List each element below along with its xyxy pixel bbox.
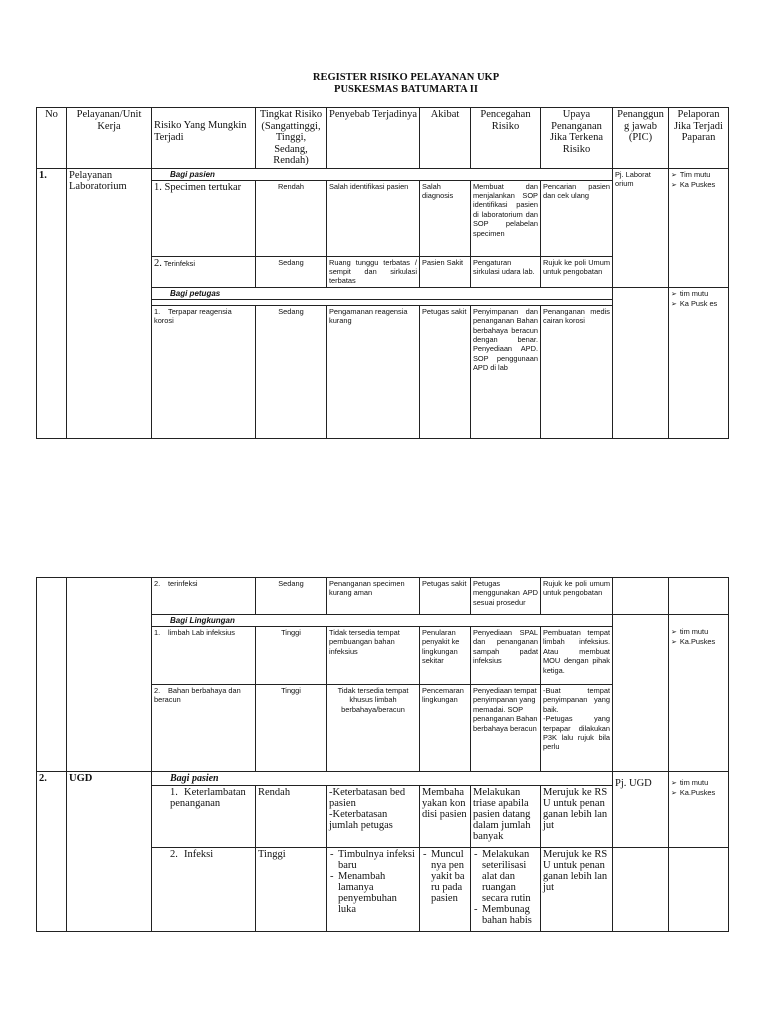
lab-r3-risiko-text: Terpapar reagensia korosi — [154, 306, 232, 326]
header-risiko: Risiko Yang Mungkin Terjadi — [152, 108, 256, 169]
lab-r1-lapor2: ➢ Ka Puskes — [671, 180, 726, 190]
lab-r1-pelaporan — [669, 168, 729, 287]
ugd-r1-lapor1: ➢ tim mutu — [671, 778, 726, 788]
lab-r3-risiko — [152, 305, 256, 438]
lab-r5-pic — [613, 615, 669, 772]
lab-cont-unit — [67, 578, 152, 772]
header-akibat: Akibat — [420, 108, 471, 169]
lab-r5-num: 1. — [154, 628, 161, 637]
header-upaya: Upaya Penanganan Jika Terkena Risiko — [541, 108, 613, 169]
ugd-r2-tingkat: Tinggi — [256, 848, 327, 932]
lab-pic: Pj. Laborat orium — [613, 168, 669, 287]
lab-r5-pencegahan: Penyediaan SPAL dan penanganan sampah padat infeksius — [471, 627, 541, 685]
ugd-r2-pencegahan2: - Membunag bahan habis — [482, 904, 538, 926]
lab-r3-tingkat: Sedang — [256, 305, 327, 438]
lab-r1-tingkat: Rendah — [256, 180, 327, 256]
lab-r6-pencegahan: Penyediaan tempat penyimpanan yang memadai. SOP penanganan Bahan berbahaya beracun — [471, 685, 541, 772]
lab-bagi-lingkungan: Bagi Lingkungan — [152, 615, 613, 627]
lab-r4-risiko — [152, 578, 256, 615]
lab-r1-pencegahan: Membuat dan menjalankan SOP identifikasi pasien di laboratorium dan SOP pelabelan specimen — [471, 180, 541, 256]
lab-r4-penyebab: Penanganan specimen kurang aman — [327, 578, 420, 615]
lab-subheader-pasien-row — [37, 168, 729, 180]
header-pelaporan: Pelaporan Jika Terjadi Paparan — [669, 108, 729, 169]
ugd-unit: UGD — [67, 772, 152, 932]
ugd-subheader-pasien-row — [37, 772, 729, 786]
ugd-r2-num: 2. — [170, 849, 178, 860]
header-unit: Pelayanan/Unit Kerja — [67, 108, 152, 169]
lab-r1-risiko: 1. Specimen tertukar — [152, 180, 256, 256]
lab-r6-tingkat: Tinggi — [256, 685, 327, 772]
lab-r3-pencegahan: Penyimpanan dan penanganan Bahan berbahaya beracun dengan benar. Penyediaan APD. SOP penggunaan APD di lab — [471, 305, 541, 438]
lab-r5-tingkat: Tinggi — [256, 627, 327, 685]
lab-r2-akibat: Pasien Sakit — [420, 256, 471, 287]
lab-r6-upaya2: -Petugas yang terpapar dilakukan P3K lalu rujuk bila perlu — [543, 714, 610, 752]
lab-cont-no — [37, 578, 67, 772]
header-row — [37, 108, 729, 169]
lab-unit: Pelayanan Laboratorium — [67, 168, 152, 438]
lab-r2-num: 2. — [154, 257, 162, 269]
lab-r4-pelaporan — [669, 578, 729, 615]
ugd-r1-penyebab1: -Keterbatasan bed pasien — [329, 787, 406, 809]
lab-r1-penyebab: Salah identifikasi pasien — [327, 180, 420, 256]
ugd-r1-tingkat: Rendah — [256, 786, 327, 848]
ugd-r2-pelaporan — [669, 848, 729, 932]
lab-r1-lapor1: ➢ Tim mutu — [671, 170, 726, 180]
lab-r3-pelaporan — [669, 287, 729, 438]
lab-r5-upaya: Pembuatan tempat limbah infeksius. Atau membuat MOU dengan pihak ketiga. — [541, 627, 613, 685]
document-title-line2: PUSKESMAS BATUMARTA II — [334, 84, 478, 95]
lab-r4-risiko-text: terinfeksi — [168, 579, 198, 588]
lab-r3-lapor1: ➢ tim mutu — [671, 289, 726, 299]
lab-r2-upaya: Rujuk ke poli Umum untuk pengobatan — [541, 256, 613, 287]
risk-register-table-part1 — [36, 107, 729, 439]
ugd-pic: Pj. UGD — [613, 772, 669, 848]
ugd-r2-risiko — [152, 848, 256, 932]
ugd-r1-lapor2: ➢ Ka.Puskes — [671, 788, 726, 798]
lab-r5-risiko-text: limbah Lab infeksius — [168, 628, 235, 637]
lab-r6-penyebab: Tidak tersedia tempat khusus limbah berbahaya/beracun — [327, 685, 420, 772]
header-penyebab: Penyebab Terjadinya — [327, 108, 420, 169]
lab-bagi-pasien: Bagi pasien — [152, 168, 613, 180]
lab-r3-lapor2: ➢ Ka Pusk es — [671, 299, 726, 309]
ugd-bagi-pasien: Bagi pasien — [152, 772, 613, 786]
header-pencegahan: Pencegahan Risiko — [471, 108, 541, 169]
ugd-r2-penyebab1: - Timbulnya infeksi baru — [338, 849, 417, 871]
lab-r5-akibat: Penularan penyakit ke lingkungan sekitar — [420, 627, 471, 685]
lab-r2-penyebab: Ruang tunggu terbatas / sempit dan sirkulasi terbatas — [327, 256, 420, 287]
lab-r2-pencegahan: Pengaturan sirkulasi udara lab. — [471, 256, 541, 287]
ugd-r1-upaya: Merujuk ke RSU untuk penanganan lebih lanjut — [541, 786, 613, 848]
header-pic: Penanggung jawab (PIC) — [613, 108, 669, 169]
lab-r5-lapor2: ➢ Ka.Puskes — [671, 637, 726, 647]
lab-r4-num: 2. — [154, 579, 161, 588]
lab-r3-num: 1. — [154, 306, 161, 316]
lab-r3-upaya: Penanganan medis cairan korosi — [541, 305, 613, 438]
lab-r5-lapor1: ➢ tim mutu — [671, 627, 726, 637]
lab-r5-risiko — [152, 627, 256, 685]
lab-no: 1. — [37, 168, 67, 438]
lab-r4-akibat: Petugas sakit — [420, 578, 471, 615]
lab-r1-akibat: Salah diagnosis — [420, 180, 471, 256]
lab-r2-risiko — [152, 256, 256, 287]
header-tingkat: Tingkat Risiko (Sangattinggi, Tinggi, Sedang, Rendah) — [256, 108, 327, 169]
ugd-r2-akibat — [420, 848, 471, 932]
ugd-r2-akibat-text: - Munculnya penyakit baru pada pasien — [431, 849, 468, 904]
lab-r4-upaya: Rujuk ke poli umum untuk pengobatan — [541, 578, 613, 615]
lab-bagi-petugas: Bagi petugas — [152, 287, 613, 299]
ugd-r1-akibat: Membahayakan kondisi pasien — [420, 786, 471, 848]
ugd-r1-num: 1. — [170, 787, 178, 798]
lab-r6-risiko-text: Bahan berbahaya dan beracun — [154, 686, 241, 705]
header-no: No — [37, 108, 67, 169]
lab-r3-akibat: Petugas sakit — [420, 305, 471, 438]
lab-r6-akibat: Pencemaran lingkungan — [420, 685, 471, 772]
lab-r3-penyebab: Pengamanan reagensia kurang — [327, 305, 420, 438]
ugd-r1-risiko — [152, 786, 256, 848]
lab-r4-pencegahan: Petugas menggunakan APD sesuai prosedur — [471, 578, 541, 615]
lab-r6-num: 2. — [154, 686, 161, 695]
ugd-r1-pencegahan: Melakukan triase apabila pasien datang dalam jumlah banyak — [471, 786, 541, 848]
lab-r6-upaya — [541, 685, 613, 772]
lab-r4-tingkat: Sedang — [256, 578, 327, 615]
lab-r5-pelaporan — [669, 615, 729, 772]
ugd-r1-penyebab — [327, 786, 420, 848]
risk-register-table-part2 — [36, 577, 729, 932]
lab-r6-risiko — [152, 685, 256, 772]
lab-r4-pic — [613, 578, 669, 615]
ugd-r2-risiko-text: Infeksi — [184, 849, 214, 860]
ugd-r2-penyebab — [327, 848, 420, 932]
lab-r2-tingkat: Sedang — [256, 256, 327, 287]
ugd-no: 2. — [37, 772, 67, 932]
ugd-r2-penyebab2: - Menambah lamanya penyembuhan luka — [338, 871, 417, 915]
ugd-r2-pencegahan1: - Melakukan seterilisasi alat dan ruangan secara rutin — [482, 849, 538, 904]
lab-risk-row-4 — [37, 578, 729, 615]
document-title-line1: REGISTER RISIKO PELAYANAN UKP — [312, 72, 500, 83]
ugd-r2-upaya: Merujuk ke RSU untuk penanganan lebih lanjut — [541, 848, 613, 932]
lab-r2-risiko-text: Terinfeksi — [163, 258, 196, 268]
lab-r5-penyebab: Tidak tersedia tempat pembuangan bahan infeksius — [327, 627, 420, 685]
lab-r6-upaya1: -Buat tempat penyimpanan yang baik. — [543, 686, 610, 714]
ugd-r2-pencegahan — [471, 848, 541, 932]
ugd-r1-pelaporan — [669, 772, 729, 848]
ugd-r1-risiko-text: Keterlambatan penanganan — [170, 787, 246, 809]
ugd-r1-penyebab2: -Keterbatasan jumlah petugas — [329, 809, 393, 831]
lab-r1-upaya: Pencarian pasien dan cek ulang — [541, 180, 613, 256]
ugd-r2-pic — [613, 848, 669, 932]
lab-pic-empty — [613, 287, 669, 438]
